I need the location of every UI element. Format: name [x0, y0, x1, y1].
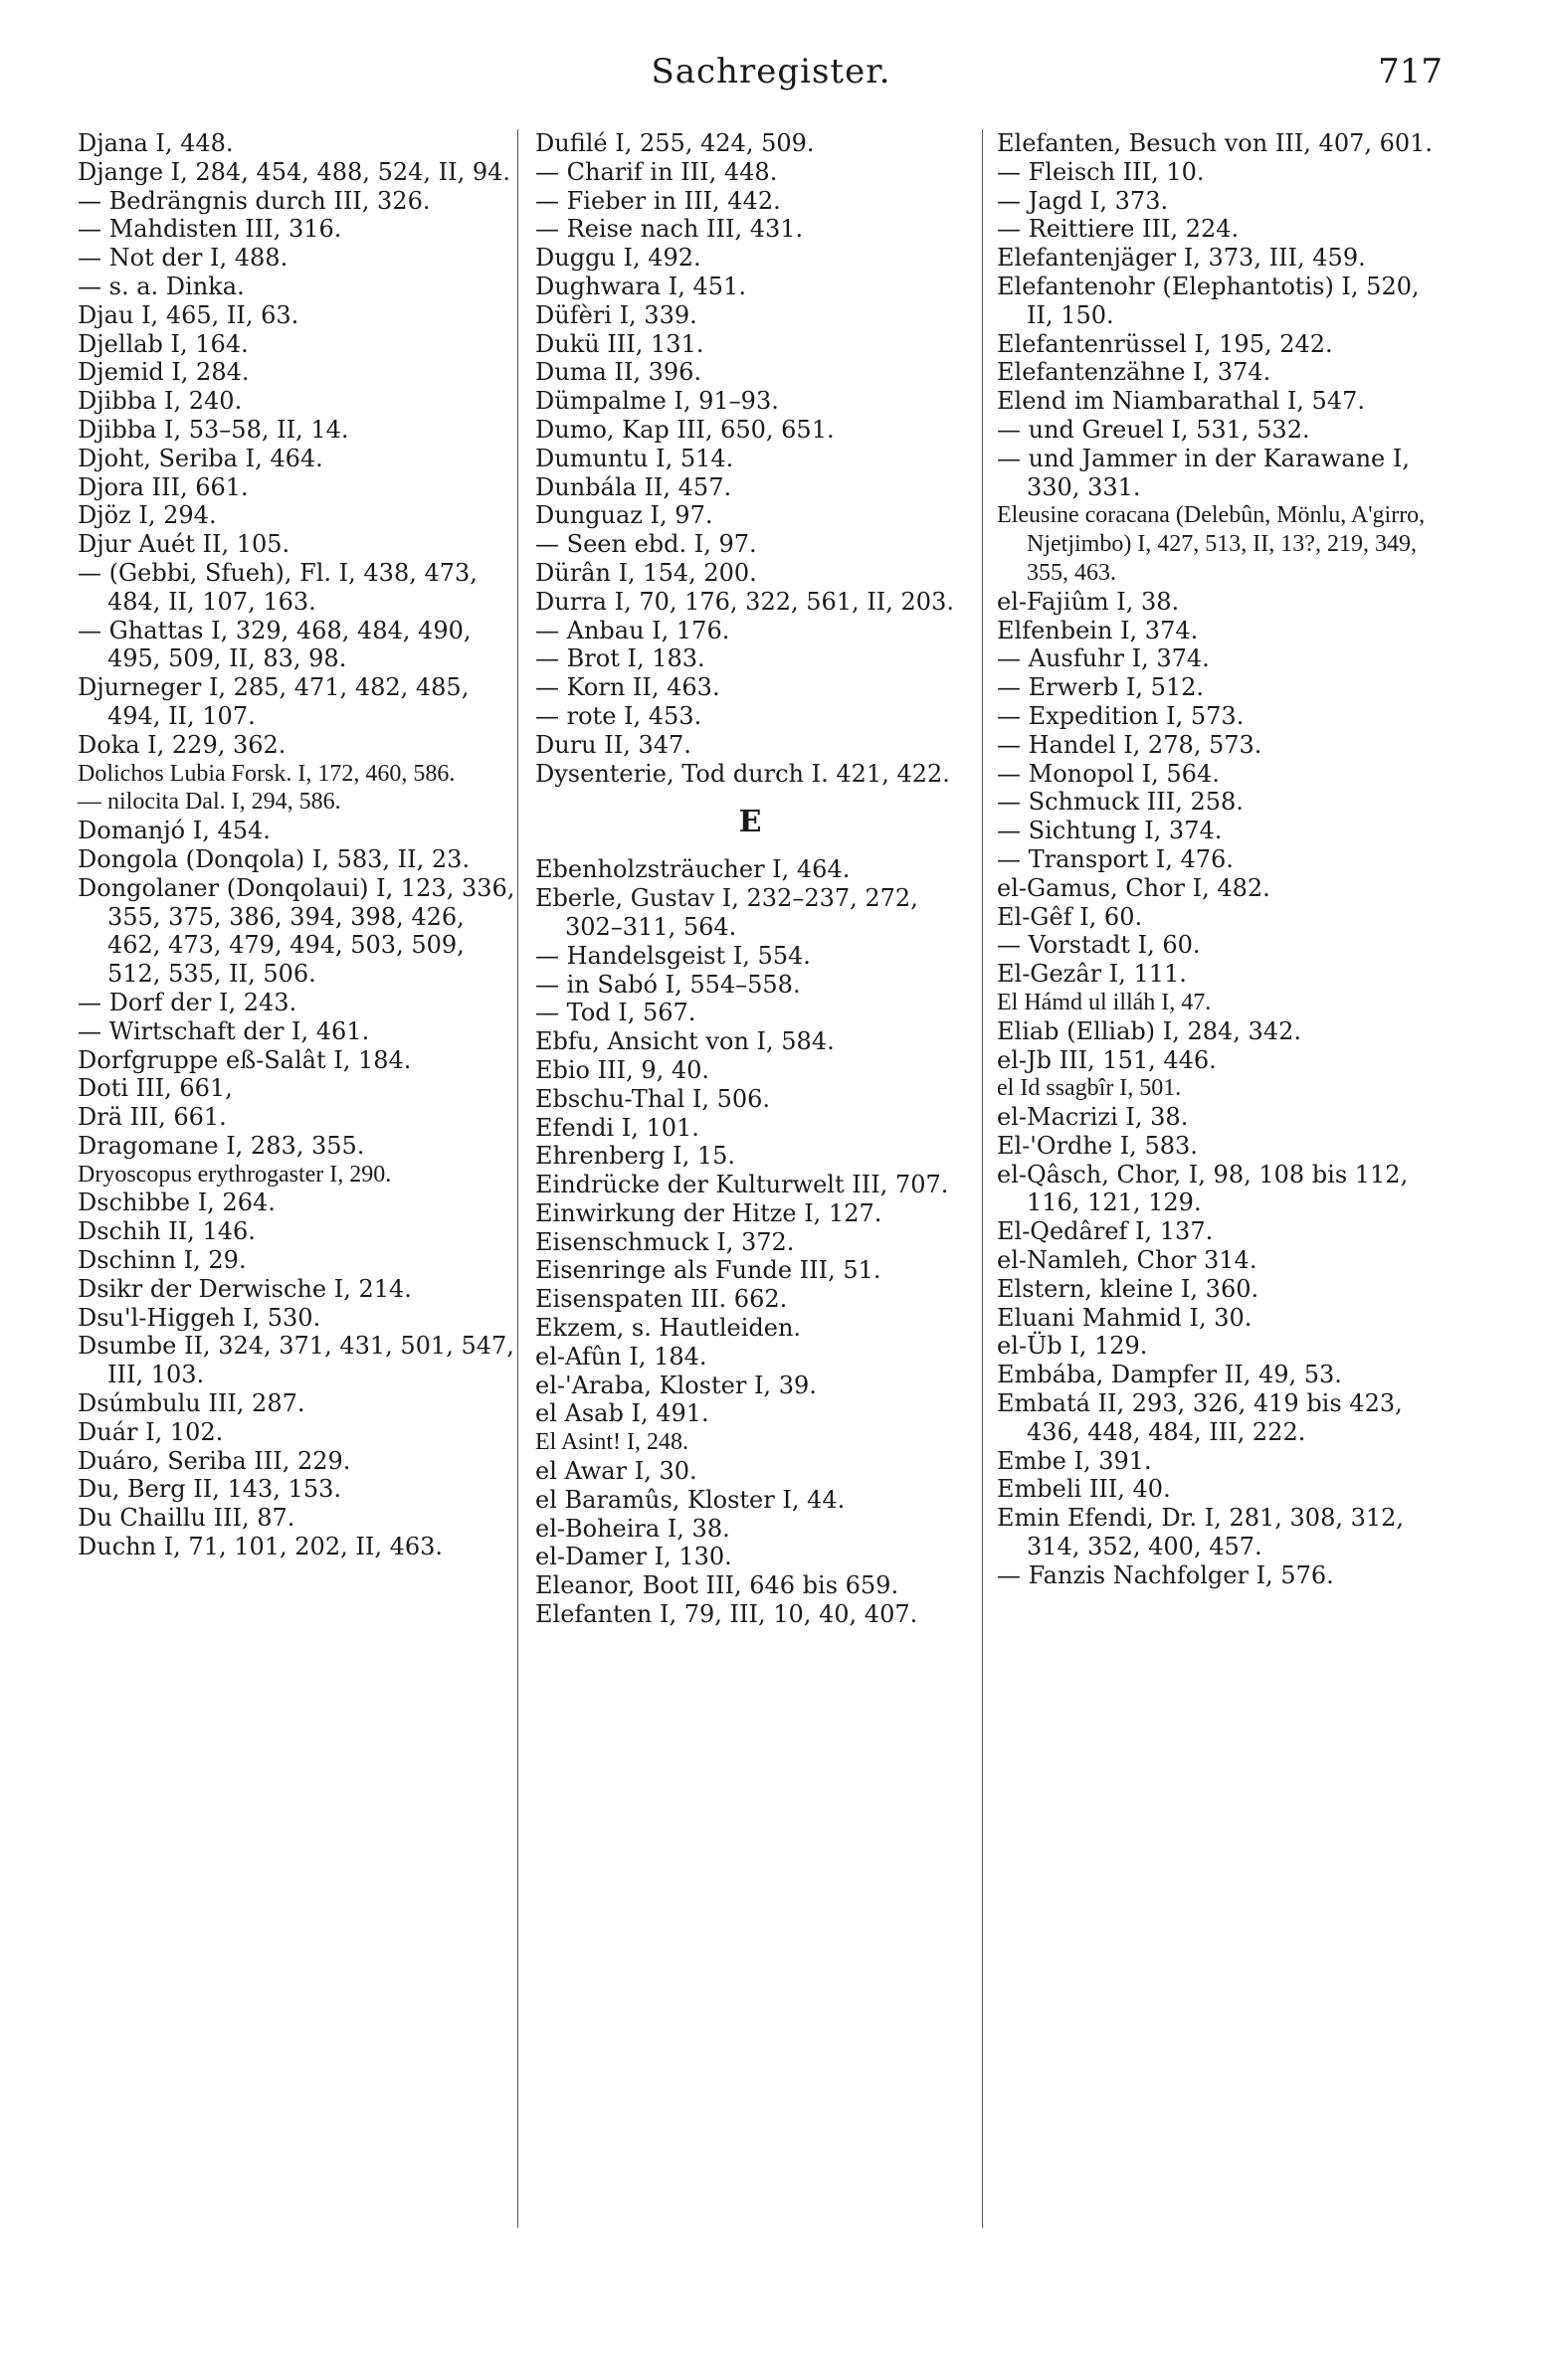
index-entry: El Hámd ul illáh I, 47.	[997, 989, 1212, 1015]
index-entry: Eisenschmuck I, 372.	[535, 1227, 795, 1256]
index-entry: — und Greuel I, 531, 532.	[997, 415, 1310, 444]
index-entry: Elefanten, Besuch von III, 407, 601.	[997, 129, 1434, 157]
index-entry: — Bedrängnis durch III, 326.	[78, 186, 431, 215]
index-entry: — Ausfuhr I, 374.	[997, 644, 1210, 673]
index-column-3	[997, 129, 1435, 1590]
index-entry: — Not der I, 488.	[78, 244, 289, 273]
index-entry: Ekzem, s. Hautleiden.	[535, 1314, 802, 1343]
index-entry: Dolichos Lubia Forsk. I, 172, 460, 586.	[78, 760, 456, 787]
index-entry: — Brot I, 183.	[535, 644, 705, 673]
page-number: 717	[1378, 52, 1443, 92]
index-entry: El-Gezâr I, 111.	[997, 960, 1187, 989]
index-entry: Dsikr der Derwische I, 214.	[78, 1274, 412, 1303]
section-letter-heading: E	[738, 805, 762, 840]
index-entry: — Ghattas I, 329, 468, 484, 490, 495, 509, II, 83, 98.	[78, 616, 472, 673]
index-entry: — Monopol I, 564.	[997, 759, 1220, 788]
index-entry: Ebschu-Thal I, 506.	[535, 1084, 771, 1113]
index-entry: — Fleisch III, 10.	[997, 157, 1205, 186]
index-entry: — Expedition I, 573.	[997, 701, 1245, 730]
index-entry: el-Afûn I, 184.	[535, 1342, 707, 1371]
index-entry: — Vorstadt I, 60.	[997, 931, 1201, 960]
index-entry: Djange I, 284, 454, 488, 524, II, 94.	[78, 157, 511, 186]
index-entry: Dschih II, 146.	[78, 1217, 256, 1246]
index-entry: Embába, Dampfer II, 49, 53.	[997, 1361, 1342, 1389]
index-entry: Eisenspaten III. 662.	[535, 1285, 788, 1314]
index-entry: Doka I, 229, 362.	[78, 730, 287, 759]
index-entry: Embatá II, 293, 326, 419 bis 423, 436, 448, 484, III, 222.	[997, 1389, 1403, 1446]
index-entry: — und Jammer in der Karawane I, 330, 331.	[997, 444, 1410, 501]
index-entry: — Korn II, 463.	[535, 673, 720, 702]
index-entry: — Reittiere III, 224.	[997, 215, 1240, 244]
index-entry: el-'Araba, Kloster I, 39.	[535, 1371, 817, 1399]
index-entry: Elend im Niambarathal I, 547.	[997, 387, 1365, 416]
index-entry: Dryoscopus erythrogaster I, 290.	[78, 1161, 392, 1188]
index-entry: — Schmuck III, 258.	[997, 788, 1244, 817]
index-entry: el Awar I, 30.	[535, 1457, 697, 1486]
index-entry: Elefantenjäger I, 373, III, 459.	[997, 244, 1366, 273]
index-entry: — Dorf der I, 243.	[78, 988, 297, 1016]
index-entry: — Handelsgeist I, 554.	[535, 941, 811, 970]
index-entry: el-Üb I, 129.	[997, 1332, 1148, 1361]
index-entry: Elefanten I, 79, III, 10, 40, 407.	[535, 1600, 918, 1629]
index-entry: Djur Auét II, 105.	[78, 530, 290, 559]
index-entry: El-Gêf I, 60.	[997, 902, 1143, 931]
index-entry: Dysenterie, Tod durch I. 421, 422.	[535, 759, 950, 788]
index-entry: — s. a. Dinka.	[78, 272, 245, 300]
index-entry: Embeli III, 40.	[997, 1475, 1171, 1504]
index-entry: Duru II, 347.	[535, 730, 691, 759]
index-entry: Dümpalme I, 91–93.	[535, 387, 779, 416]
index-entry: Embe I, 391.	[997, 1446, 1152, 1475]
index-entry: Du Chaillu III, 87.	[78, 1504, 295, 1533]
index-entry: el-Namleh, Chor 314.	[997, 1246, 1257, 1275]
index-entry: — nilocita Dal. I, 294, 586.	[78, 789, 341, 816]
index-entry: — (Gebbi, Sfueh), Fl. I, 438, 473, 484, II, 107, 163.	[78, 558, 478, 616]
index-entry: — Seen ebd. I, 97.	[535, 530, 757, 559]
index-entry: — Charif in III, 448.	[535, 157, 778, 186]
index-entry: Eberle, Gustav I, 232–237, 272, 302–311, 564.	[535, 884, 918, 941]
index-entry: Ehrenberg I, 15.	[535, 1142, 736, 1171]
index-entry: Dorfgruppe eß-Salât I, 184.	[78, 1045, 412, 1074]
index-entry: el Id ssagbîr I, 501.	[997, 1075, 1182, 1102]
index-entry: Düfèri I, 339.	[535, 300, 697, 329]
index-entry: Drä III, 661.	[78, 1103, 227, 1132]
index-entry: Elefantenzähne I, 374.	[997, 358, 1271, 387]
index-entry: Djellab I, 164.	[78, 329, 249, 358]
index-column-1	[78, 129, 515, 1561]
index-entry: Djora III, 661.	[78, 472, 249, 501]
index-entry: Du, Berg II, 143, 153.	[78, 1475, 341, 1504]
index-entry: — rote I, 453.	[535, 701, 702, 730]
index-entry: — Tod I, 567.	[535, 999, 696, 1027]
index-entry: Ebfu, Ansicht von I, 584.	[535, 1027, 835, 1056]
index-entry: Dsumbe II, 324, 371, 431, 501, 547, III, 103.	[78, 1332, 514, 1389]
index-entry: Elefantenrüssel I, 195, 242.	[997, 329, 1333, 358]
index-entry: Duár I, 102.	[78, 1417, 224, 1446]
index-entry: Djöz I, 294.	[78, 501, 217, 530]
index-entry: Dsu'l-Higgeh I, 530.	[78, 1303, 321, 1332]
index-entry: Eluani Mahmid I, 30.	[997, 1303, 1253, 1332]
index-entry: — Transport I, 476.	[997, 844, 1234, 873]
index-entry: Eliab (Elliab) I, 284, 342.	[997, 1016, 1301, 1045]
index-entry: Djibba I, 53–58, II, 14.	[78, 415, 349, 444]
index-entry: — Erwerb I, 512.	[997, 673, 1205, 702]
index-entry: Elefantenohr (Elephantotis) I, 520, II, 150.	[997, 272, 1420, 329]
index-entry: — Handel I, 278, 573.	[997, 730, 1262, 759]
index-entry: Djana I, 448.	[78, 129, 234, 157]
index-entry: Djoht, Seriba I, 464.	[78, 444, 323, 472]
index-entry: Eindrücke der Kulturwelt III, 707.	[535, 1171, 949, 1199]
index-entry: Ebio III, 9, 40.	[535, 1055, 710, 1084]
index-entry: Elstern, kleine I, 360.	[997, 1274, 1259, 1303]
index-entry: Domanjó I, 454.	[78, 817, 271, 845]
index-entry: — Mahdisten III, 316.	[78, 215, 342, 244]
index-entry: Dumo, Kap III, 650, 651.	[535, 415, 835, 444]
running-title: Sachregister.	[651, 52, 891, 92]
index-entry: El-'Ordhe I, 583.	[997, 1131, 1198, 1160]
index-entry: Elfenbein I, 374.	[997, 616, 1199, 644]
index-entry: Dragomane I, 283, 355.	[78, 1131, 365, 1160]
index-entry: — in Sabó I, 554–558.	[535, 970, 801, 999]
index-entry: Dsúmbulu III, 287.	[78, 1389, 305, 1418]
index-entry: el-Gamus, Chor I, 482.	[997, 873, 1270, 902]
column-divider	[517, 129, 518, 2228]
column-divider	[982, 129, 983, 2228]
index-entry: Dürân I, 154, 200.	[535, 558, 757, 587]
index-entry: el-Macrizi I, 38.	[997, 1103, 1189, 1132]
index-entry: el-Fajiûm I, 38.	[997, 587, 1180, 616]
index-entry: Duma II, 396.	[535, 358, 702, 387]
index-entry: Durra I, 70, 176, 322, 561, II, 203.	[535, 587, 954, 616]
index-entry: Djemid I, 284.	[78, 358, 250, 387]
index-entry: Dunbála II, 457.	[535, 472, 732, 501]
index-entry: Doti III, 661,	[78, 1074, 233, 1103]
index-entry: Ebenholzsträucher I, 464.	[535, 855, 851, 884]
index-entry: Einwirkung der Hitze I, 127.	[535, 1198, 882, 1227]
index-entry: Dschinn I, 29.	[78, 1246, 247, 1275]
index-entry: Dughwara I, 451.	[535, 272, 746, 300]
index-entry: — Anbau I, 176.	[535, 616, 730, 644]
index-entry: Eisenringe als Funde III, 51.	[535, 1256, 881, 1285]
index-entry: — Jagd I, 373.	[997, 186, 1169, 215]
index-entry: el Baramûs, Kloster I, 44.	[535, 1485, 846, 1514]
index-entry: Dschibbe I, 264.	[78, 1189, 276, 1217]
index-entry: Dunguaz I, 97.	[535, 501, 713, 530]
index-entry: el Asab I, 491.	[535, 1399, 709, 1428]
index-entry: Eleusine coracana (Delebûn, Mönlu, A'girro, Njetjimbo) I, 427, 513, II, 13?, 219, 349, 355, 463.	[997, 502, 1426, 586]
index-entry: Djibba I, 240.	[78, 387, 243, 416]
index-entry: el-Jb III, 151, 446.	[997, 1045, 1217, 1074]
index-entry: Duchn I, 71, 101, 202, II, 463.	[78, 1533, 444, 1561]
index-entry: — Sichtung I, 374.	[997, 817, 1223, 845]
index-entry: Duggu I, 492.	[535, 244, 701, 273]
index-entry: Dukü III, 131.	[535, 329, 704, 358]
index-entry: el-Boheira I, 38.	[535, 1514, 730, 1543]
index-entry: Dongola (Donqola) I, 583, II, 23.	[78, 844, 471, 873]
index-entry: el-Qâsch, Chor, I, 98, 108 bis 112, 116, 121, 129.	[997, 1160, 1409, 1217]
index-entry: — Reise nach III, 431.	[535, 215, 804, 244]
index-entry: — Fieber in III, 442.	[535, 186, 781, 215]
index-entry: — Wirtschaft der I, 461.	[78, 1016, 370, 1045]
index-entry: el-Damer I, 130.	[535, 1543, 732, 1571]
index-entry: Dufilé I, 255, 424, 509.	[535, 129, 815, 157]
index-entry: Eleanor, Boot III, 646 bis 659.	[535, 1571, 899, 1600]
index-entry: Dumuntu I, 514.	[535, 444, 734, 472]
index-entry: El Asint! I, 248.	[535, 1429, 688, 1456]
index-entry: Efendi I, 101.	[535, 1113, 699, 1142]
index-column-2	[535, 129, 965, 1629]
index-entry: — Fanzis Nachfolger I, 576.	[997, 1560, 1334, 1589]
index-entry: Emin Efendi, Dr. I, 281, 308, 312, 314, 352, 400, 457.	[997, 1504, 1405, 1561]
index-entry: Dongolaner (Donqolaui) I, 123, 336, 355, 375, 386, 394, 398, 426, 462, 473, 479, 494, 503, 509, 512, 535, II, 506.	[78, 873, 515, 989]
index-entry: El-Qedâref I, 137.	[997, 1217, 1214, 1246]
index-entry: Djurneger I, 285, 471, 482, 485, 494, II, 107.	[78, 673, 470, 730]
index-entry: Duáro, Seriba III, 229.	[78, 1446, 351, 1475]
index-entry: Djau I, 465, II, 63.	[78, 300, 299, 329]
